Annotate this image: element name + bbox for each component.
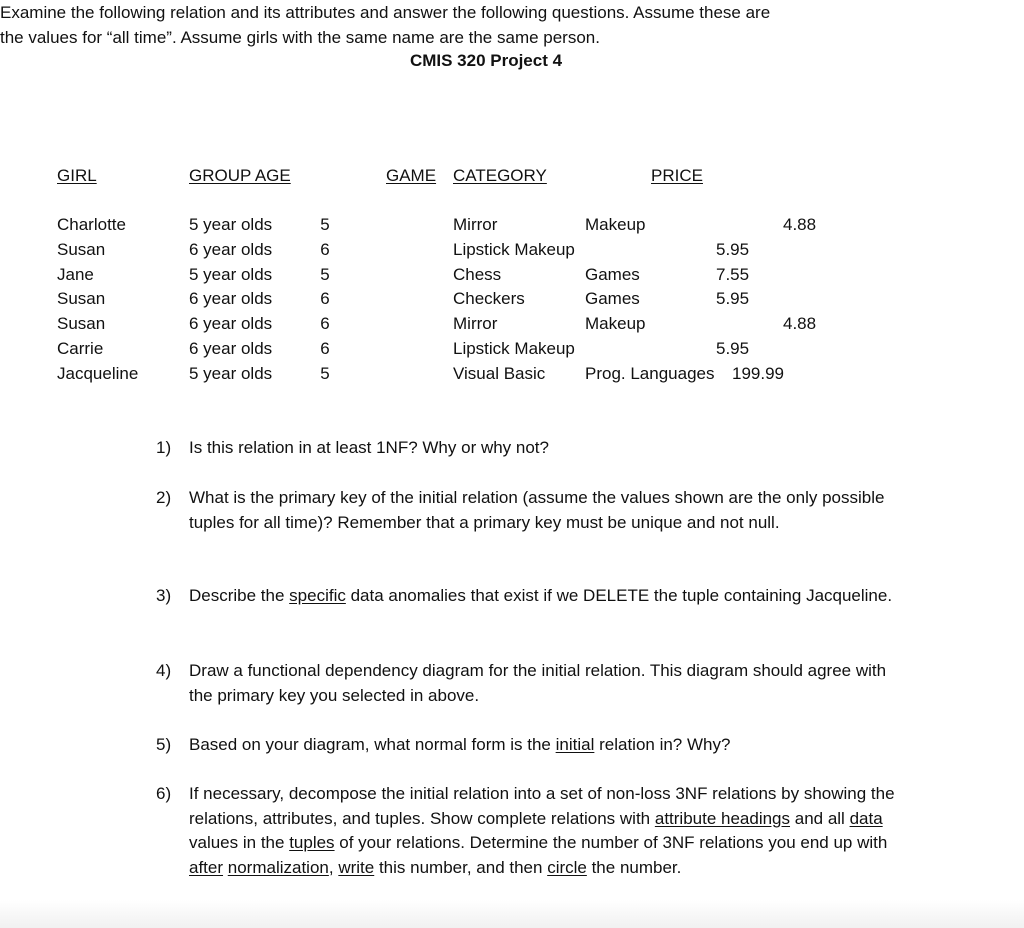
underlined-term: normalization [227,857,329,877]
question-text [189,584,896,609]
cell-group: 5 year olds [189,215,273,234]
cell-girl: Susan [57,289,106,309]
underlined-term: data [849,808,883,828]
underlined-term: attribute headings [654,808,791,828]
cell-girl: Susan [57,239,106,259]
question-item [156,733,896,758]
question-text [189,436,896,461]
cell-price: 5.95 [716,339,750,358]
underlined-term: specific [289,586,346,605]
cell-game: Mirror [453,314,498,334]
page-title: CMIS 320 Project 4 [409,51,563,70]
header-group-age: GROUP AGE [189,166,291,185]
question-item [156,782,896,880]
cell-price: 4.88 [783,314,817,334]
cell-group: 6 year olds [189,339,273,358]
intro-line: the values for “all time”. Assume girls with the same name are the same person. [0,28,600,47]
question-number: 2) [156,488,172,507]
question-text [189,733,896,758]
cell-game: Checkers [453,289,525,309]
underlined-term: initial [555,735,595,754]
cell-girl: Jane [57,264,94,284]
header-category: CATEGORY [453,166,547,185]
cell-group: 6 year olds [189,289,273,309]
cell-price: 4.88 [783,215,817,234]
cell-price: 199.99 [732,363,784,383]
question-item [156,659,896,708]
cell-age: 6 [320,239,330,259]
question-text-segment: relation in? Why? [594,735,731,754]
intro-line: Examine the following relation and its attributes and answer the following questions. Assume these are [0,3,771,22]
cell-price: 5.95 [716,239,750,259]
cell-game: Lipstick Makeup [453,239,575,259]
cell-game: Visual Basic [453,363,546,383]
underlined-term: tuples [289,833,335,853]
question-text-segment: What is the primary key of the initial relation (assume the values shown are the only possible tuples for all time)? Remember that a primary key must be unique and not null. [189,488,885,532]
cell-group: 6 year olds [189,314,273,334]
cell-game: Lipstick Makeup [453,339,575,358]
cell-age: 5 [320,363,330,383]
question-text-segment: the number. [586,857,682,877]
cell-game: Chess [453,264,502,284]
cell-category: Games [585,289,640,309]
cell-category: Makeup [585,314,646,334]
cell-price: 7.55 [716,264,750,284]
cell-game: Mirror [453,215,498,234]
cell-age: 5 [320,264,330,284]
header-girl: GIRL [57,166,97,185]
cell-group: 5 year olds [189,264,273,284]
question-text-segment: Is this relation in at least 1NF? Why or why not? [189,438,549,457]
cell-girl: Susan [57,314,106,334]
underlined-term: after [189,857,224,877]
question-item [156,584,896,609]
question-number: 6) [156,784,172,803]
cell-category: Games [585,264,640,284]
question-item [156,436,896,461]
question-number: 4) [156,661,172,680]
question-number: 3) [156,586,172,605]
cell-group: 6 year olds [189,239,273,259]
cell-category: Prog. Languages [585,363,715,383]
cell-age: 5 [320,215,330,234]
question-text-segment: Based on your diagram, what normal form is the [189,735,556,754]
page-bottom-shade [0,900,1024,928]
question-text-segment: , [328,857,339,877]
question-item [156,486,896,535]
cell-girl: Carrie [57,339,104,358]
question-number: 5) [156,735,172,754]
header-price: PRICE [651,166,703,185]
question-text-segment: and all [790,808,850,828]
cell-age: 6 [320,339,330,358]
cell-age: 6 [320,289,330,309]
question-text [189,782,896,880]
question-text-segment: this number, and then [374,857,548,877]
question-text-segment: Describe the [189,586,290,605]
cell-girl: Jacqueline [57,363,139,383]
question-text-segment: data anomalies that exist if we DELETE the tuple containing Jacqueline. [345,586,893,605]
question-text-segment: If necessary, decompose the initial relation into a set of non-loss 3NF relations by showing the relations, attributes, and tuples. Show complete relations with [189,784,895,828]
cell-age: 6 [320,314,330,334]
cell-price: 5.95 [716,289,750,309]
cell-group: 5 year olds [189,363,273,383]
cell-category: Makeup [585,215,646,234]
question-text-segment: of your relations. Determine the number of 3NF relations you end up with [334,833,888,853]
underlined-term: write [338,857,375,877]
question-text [189,486,896,535]
question-text-segment: Draw a functional dependency diagram for the initial relation. This diagram should agree with the primary key you selected in above. [189,661,887,705]
intro-text [0,0,880,50]
question-number: 1) [156,438,172,457]
header-game: GAME [386,166,437,185]
underlined-term: circle [547,857,587,877]
question-text [189,659,896,708]
question-text-segment: values in the [189,833,290,853]
cell-girl: Charlotte [57,215,126,234]
